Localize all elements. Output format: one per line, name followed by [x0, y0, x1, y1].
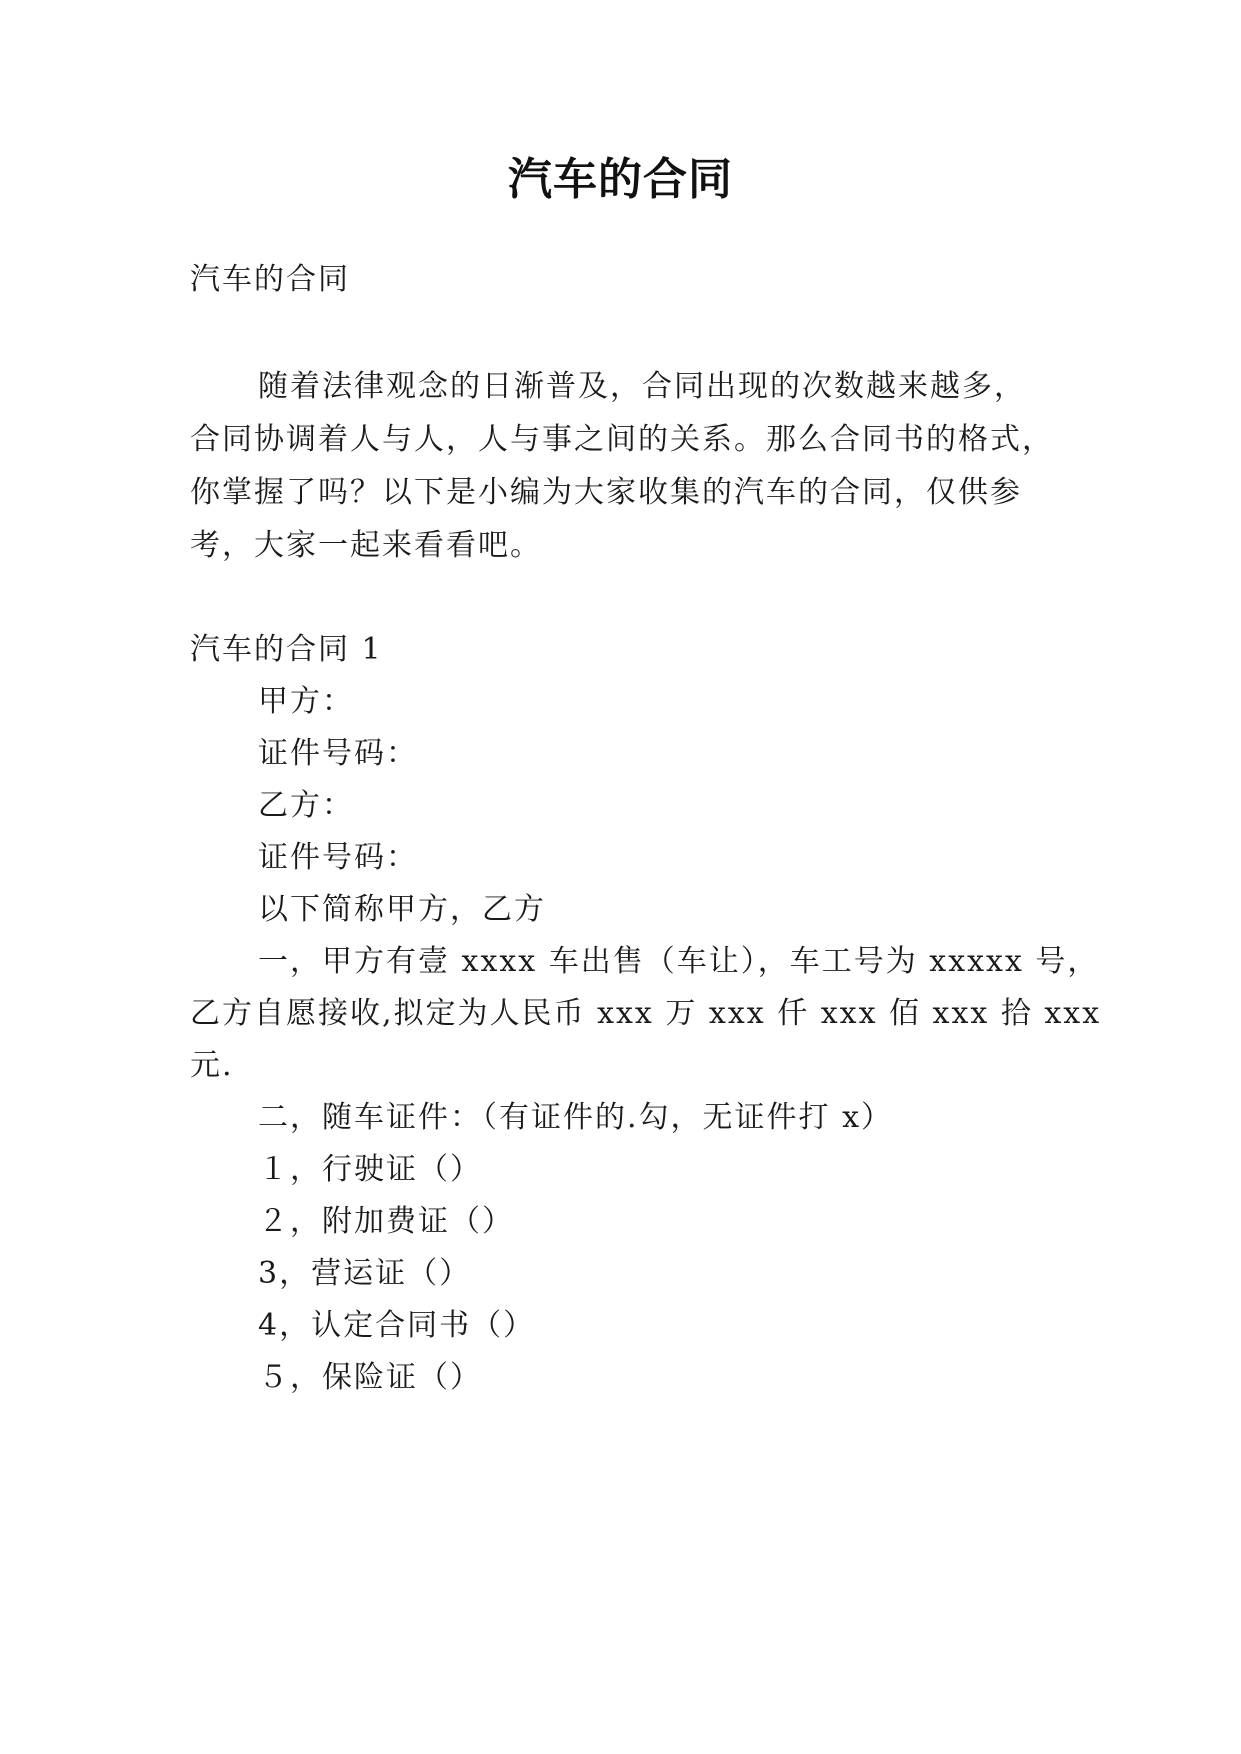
intro-line-3: 你掌握了吗？以下是小编为大家收集的汽车的合同，仅供参 [190, 475, 1022, 510]
abbreviation-line: 以下简称甲方，乙方 [258, 892, 546, 927]
section-heading: 汽车的合同 1 [190, 632, 383, 667]
clause-2-line: 二，随车证件：（有证件的.勾，无证件打 x） [258, 1100, 893, 1135]
clause-1-line-2: 乙方自愿接收,拟定为人民币 xxx 万 xxx 仟 xxx 佰 xxx 拾 xxx [190, 996, 1102, 1031]
clause-1-line-1: 一，甲方有壹 xxxx 车出售（车让），车工号为 xxxxx 号， [258, 944, 1100, 979]
document-title: 汽车的合同 [508, 154, 733, 205]
document-item-3: 3，营运证（） [258, 1256, 472, 1291]
intro-line-1: 随着法律观念的日渐普及，合同出现的次数越来越多， [258, 369, 1026, 404]
id-number-a-label: 证件号码： [258, 736, 418, 771]
document-item-4: 4，认定合同书（） [258, 1308, 536, 1343]
party-b-label: 乙方： [258, 788, 354, 823]
intro-line-2: 合同协调着人与人，人与事之间的关系。那么合同书的格式， [190, 422, 1054, 457]
intro-line-4: 考，大家一起来看看吧。 [190, 528, 542, 563]
party-a-label: 甲方： [258, 684, 354, 719]
clause-1-line-3: 元. [190, 1048, 234, 1083]
document-item-1: １，行驶证（） [258, 1152, 482, 1187]
document-item-2: ２，附加费证（） [258, 1204, 514, 1239]
id-number-b-label: 证件号码： [258, 840, 418, 875]
document-item-5: ５，保险证（） [258, 1360, 482, 1395]
document-subtitle: 汽车的合同 [190, 262, 350, 297]
